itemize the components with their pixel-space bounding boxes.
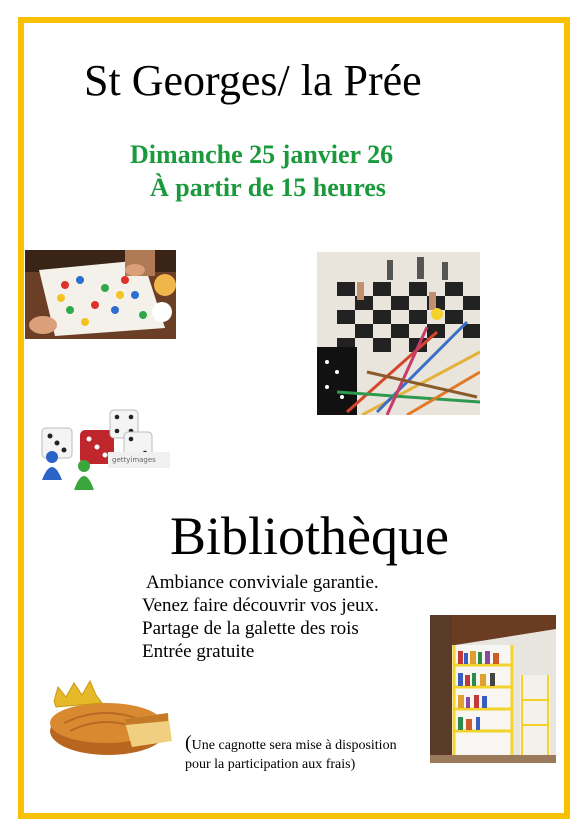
chess-and-mikado-photo [317, 252, 480, 415]
library-shelves-photo [430, 615, 556, 763]
details-list [142, 571, 379, 663]
galette-des-rois-photo [44, 673, 176, 763]
note-line-1: Une cagnotte sera mise à disposition [191, 738, 397, 753]
note-line-2: pour la participation aux frais) [185, 757, 356, 772]
note-open-paren: ( [185, 732, 192, 754]
detail-line: Entrée gratuite [142, 641, 255, 662]
fundraising-note [185, 734, 397, 774]
venue-heading: Bibliothèque [170, 506, 449, 566]
photo-watermark: gettyimages [112, 456, 156, 464]
dice-and-pawns-photo [30, 402, 172, 492]
event-time: À partir de 15 heures [150, 173, 386, 202]
poster-title: St Georges/ la Prée [84, 56, 422, 105]
detail-line: Ambiance conviviale garantie. [146, 572, 379, 593]
detail-line: Partage de la galette des rois [142, 618, 359, 639]
board-game-photo [25, 250, 176, 339]
detail-line: Venez faire découvrir vos jeux. [142, 595, 379, 616]
event-date: Dimanche 25 janvier 26 [130, 140, 394, 169]
